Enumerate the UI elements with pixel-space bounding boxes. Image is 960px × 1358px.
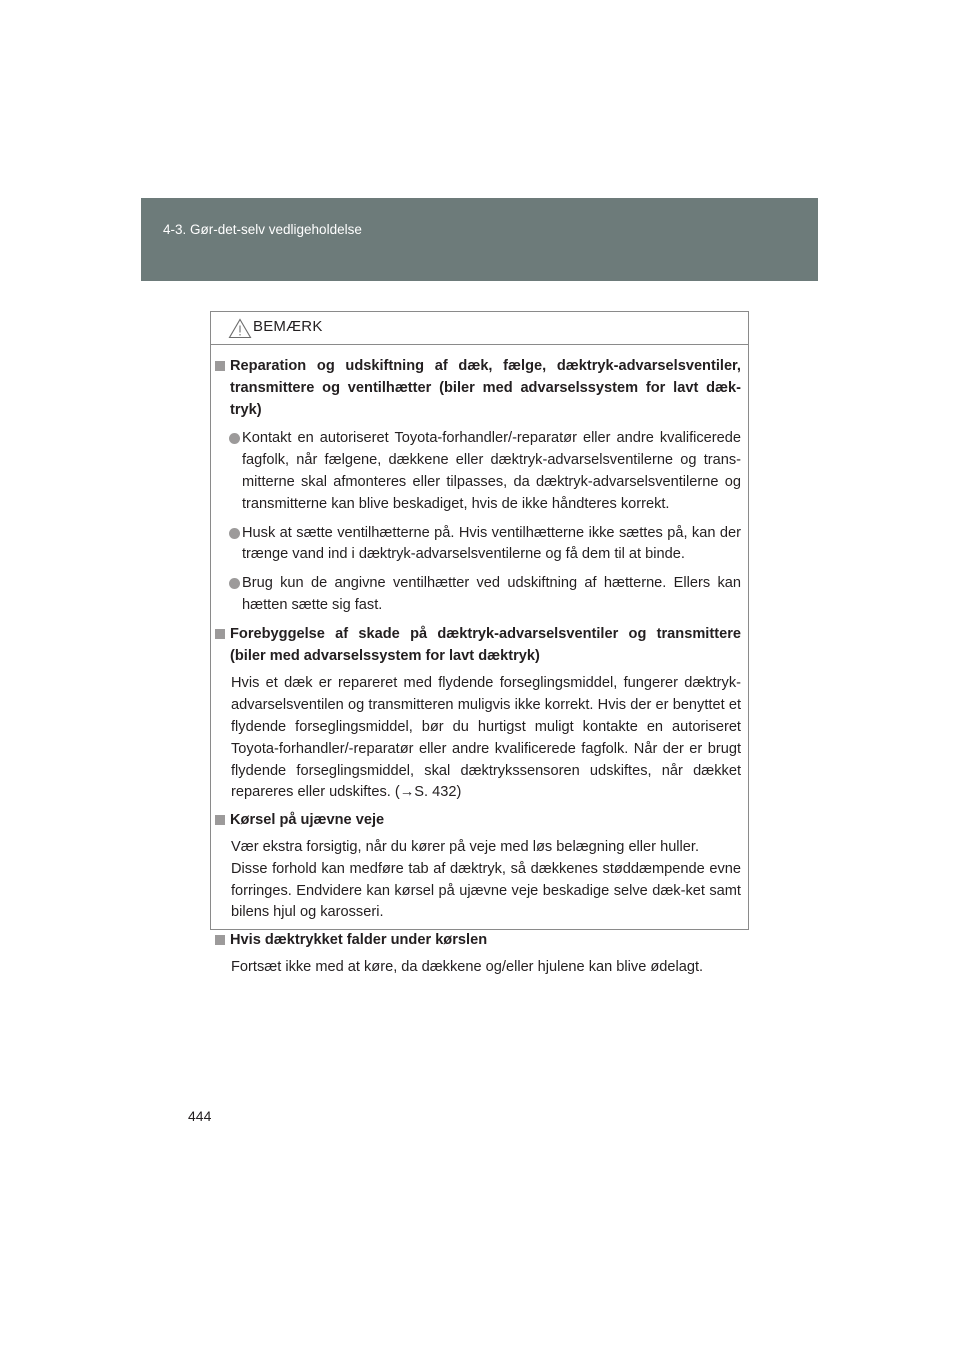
paragraph: Vær ekstra forsigtig, når du kører på veje med løs belægning eller huller. [231, 838, 700, 855]
warning-triangle-icon [228, 318, 252, 339]
section-heading: Hvis dæktrykket falder under kørslen [215, 930, 741, 952]
square-bullet-icon [215, 935, 225, 945]
square-bullet-icon [215, 629, 225, 639]
paragraph: Fortsæt ikke med at køre, da dækkene og/eller hjulene kan blive ødelagt. [231, 958, 704, 975]
section-heading: Forebyggelse af skade på dæktryk-advarselsventiler og transmittere (biler med advarselssystem for lavt dæktryk) [215, 624, 741, 668]
square-bullet-icon [215, 815, 225, 825]
circle-bullet-icon [229, 578, 240, 589]
section-heading: Kørsel på ujævne veje [215, 810, 741, 832]
section-heading: Reparation og udskiftning af dæk, fælge, dæktryk-advarselsventiler, transmittere og ventilhætter (biler med advarselssystem for lavt dæk-tryk) [215, 356, 741, 421]
section-title: 4-3. Gør-det-selv vedligeholdelse [163, 222, 362, 237]
notice-title: BEMÆRK [253, 318, 323, 335]
circle-bullet-icon [229, 433, 240, 444]
circle-bullet-icon [229, 528, 240, 539]
paragraph: Disse forhold kan medføre tab af dæktryk, så dækkenes støddæmpende evne forringes. Endvidere kan kørsel på ujævne veje beskadige selve dæk-ket samt bilens hjul og karosseri. [231, 860, 741, 921]
list-item: Husk at sætte ventilhætterne på. Hvis ventilhætterne ikke sættes på, kan der trænge vand ind i dæktryk-advarselsventilerne og få dem til at binde. [215, 523, 741, 567]
notice-box [210, 311, 749, 975]
list-item: Brug kun de angivne ventilhætter ved udskiftning af hætterne. Ellers kan hætten sætte sig fast. [215, 573, 741, 617]
square-bullet-icon [215, 361, 225, 371]
notice-body [215, 344, 741, 979]
notice-header [211, 312, 748, 345]
page-number: 444 [188, 1108, 212, 1124]
header-band [141, 198, 818, 281]
list-item: Kontakt en autoriseret Toyota-forhandler/-reparatør eller andre kvalificerede fagfolk, når fælgene, dækkene eller dæktryk-advarselsventilerne og trans-mitterne skal afmonteres eller tilpasses, da dæktryk-advarselsventilerne og transmitterne kan blive beskadiget, hvis de ikke håndteres korrekt. [215, 428, 741, 515]
paragraph: Hvis et dæk er repareret med flydende forseglingsmiddel, fungerer dæktryk-advarselsventilen og transmitteren muligvis ikke korrekt. Hvis der er benyttet et flydende forseglingsmiddel, bør du hurtigst muligt kontakte en autoriseret Toyota-forhandler/-reparatør eller andre kvalificerede fagfolk. Når der er brugt flydende forseglingsmiddel, skal dæktrykssensoren udskiftes, når dækket repareres eller udskiftes. (→S. 432) [231, 675, 741, 801]
